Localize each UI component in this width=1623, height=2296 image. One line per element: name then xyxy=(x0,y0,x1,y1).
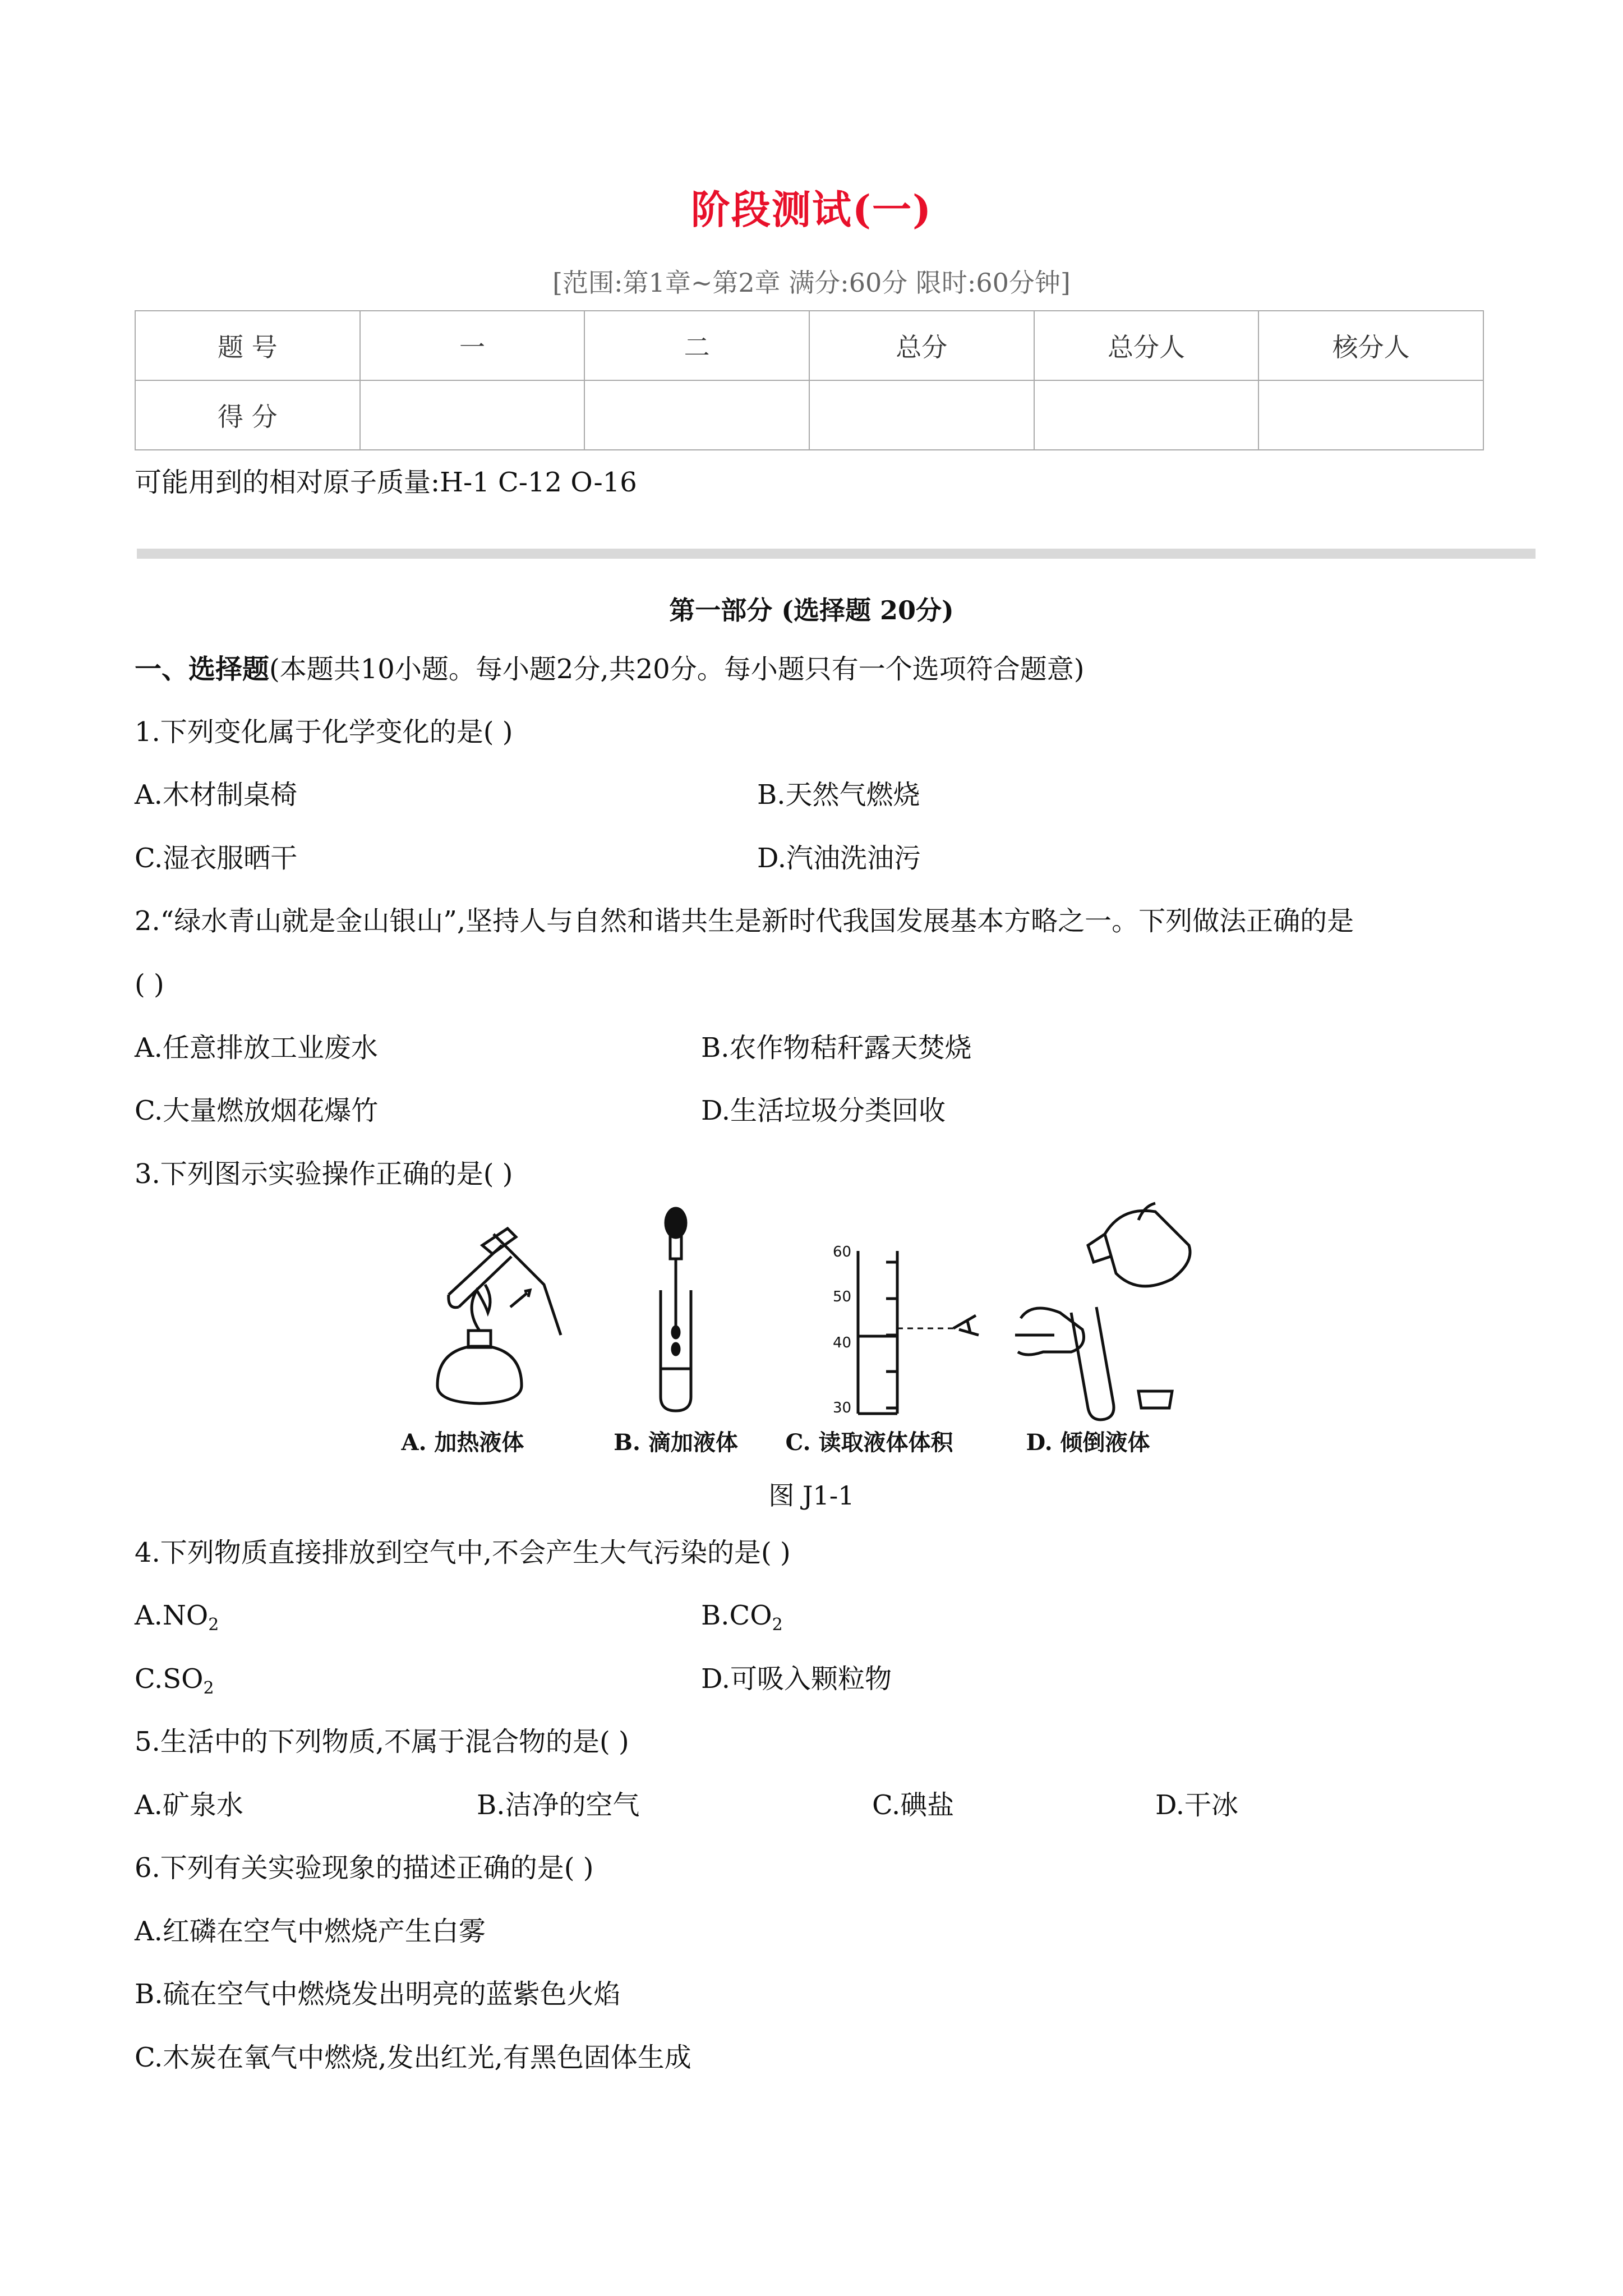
lab-operations-figure xyxy=(415,1200,1200,1436)
question-1-option-b: B.天然气燃烧 xyxy=(757,779,920,811)
score-cell[interactable] xyxy=(1258,380,1483,450)
section-description: (本题共10小题。每小题2分,共20分。每小题只有一个选项符合题意) xyxy=(269,654,1085,685)
question-5-option-d: D.干冰 xyxy=(1155,1789,1239,1821)
score-cell[interactable] xyxy=(1034,380,1259,450)
score-header-cell: 核分人 xyxy=(1258,311,1483,380)
figure-label: 图 J1-1 xyxy=(768,1480,855,1511)
question-2-option-c: C.大量燃放烟花爆竹 xyxy=(135,1095,379,1126)
cylinder-tick-label: 50 xyxy=(833,1289,852,1305)
section-divider xyxy=(137,549,1536,559)
question-2-stem: 2.“绿水青山就是金山银山”,坚持人与自然和谐共生是新时代我国发展基本方略之一。下列做法正确的是 xyxy=(135,905,1354,937)
question-2-stem-continued: ( ) xyxy=(135,969,164,1000)
score-table xyxy=(135,310,1484,450)
score-header-cell: 总分人 xyxy=(1034,311,1259,380)
pouring-illustration xyxy=(1015,1203,1190,1420)
score-header-cell: 总分 xyxy=(809,311,1034,380)
question-3-stem: 3.下列图示实验操作正确的是( ) xyxy=(135,1158,513,1190)
graduated-cylinder-illustration xyxy=(858,1251,979,1414)
part-heading: 第一部分 (选择题 20分) xyxy=(669,595,954,625)
exam-scope: [范围:第1章~第2章 满分:60分 限时:60分钟] xyxy=(552,268,1071,298)
score-cell[interactable] xyxy=(360,380,585,450)
cylinder-tick-label: 30 xyxy=(833,1400,852,1416)
question-5-option-b: B.洁净的空气 xyxy=(477,1789,640,1821)
atomic-mass-note: 可能用到的相对原子质量:H-1 C-12 O-16 xyxy=(135,467,637,498)
score-header-cell: 二 xyxy=(584,311,809,380)
dropper-illustration xyxy=(661,1208,691,1411)
question-4-option-d: D.可吸入颗粒物 xyxy=(701,1663,892,1695)
question-4-option-c: $C.SO_2$ xyxy=(135,1663,214,1698)
question-6-option-a: A.红磷在空气中燃烧产生白雾 xyxy=(135,1916,486,1947)
question-5-option-c: C.碘盐 xyxy=(872,1789,955,1821)
question-5-stem: 5.生活中的下列物质,不属于混合物的是( ) xyxy=(135,1726,629,1757)
cylinder-tick-label: 40 xyxy=(833,1335,852,1351)
section-instructions xyxy=(135,652,1084,686)
figure-caption-a: A. 加热液体 xyxy=(401,1429,524,1456)
score-table-header-row xyxy=(135,311,1483,380)
question-2-option-a: A.任意排放工业废水 xyxy=(135,1032,378,1064)
question-6-stem: 6.下列有关实验现象的描述正确的是( ) xyxy=(135,1852,594,1884)
question-4-option-b: $B.CO_2$ xyxy=(701,1600,783,1635)
question-1-option-a: A.木材制桌椅 xyxy=(135,779,297,811)
score-cell[interactable] xyxy=(809,380,1034,450)
question-5-option-a: A.矿泉水 xyxy=(135,1789,243,1821)
question-4-option-a: $A.NO_2$ xyxy=(135,1600,219,1635)
score-row-label: 得 分 xyxy=(135,380,360,450)
question-6-option-c: C.木炭在氧气中燃烧,发出红光,有黑色固体生成 xyxy=(135,2042,691,2073)
section-label: 一、选择题 xyxy=(135,654,270,685)
score-table-score-row xyxy=(135,380,1483,450)
question-4-stem: 4.下列物质直接排放到空气中,不会产生大气污染的是( ) xyxy=(135,1537,791,1568)
question-1-option-c: C.湿衣服晒干 xyxy=(135,843,298,874)
alcohol-lamp-illustration xyxy=(437,1228,561,1404)
question-2-option-d: D.生活垃圾分类回收 xyxy=(701,1095,946,1126)
cylinder-tick-label: 60 xyxy=(833,1244,852,1260)
score-header-cell: 题 号 xyxy=(135,311,360,380)
score-header-cell: 一 xyxy=(360,311,585,380)
question-1-stem: 1.下列变化属于化学变化的是( ) xyxy=(135,716,513,748)
question-2-option-b: B.农作物秸秆露天焚烧 xyxy=(701,1032,972,1064)
question-1-option-d: D.汽油洗油污 xyxy=(757,843,921,874)
question-6-option-b: B.硫在空气中燃烧发出明亮的蓝紫色火焰 xyxy=(135,1978,621,2010)
page-title: 阶段测试(一) xyxy=(690,186,933,233)
figure-caption-d: D. 倾倒液体 xyxy=(1026,1429,1150,1456)
score-cell[interactable] xyxy=(584,380,809,450)
figure-caption-c: C. 读取液体体积 xyxy=(785,1429,953,1456)
figure-caption-b: B. 滴加液体 xyxy=(614,1429,738,1456)
